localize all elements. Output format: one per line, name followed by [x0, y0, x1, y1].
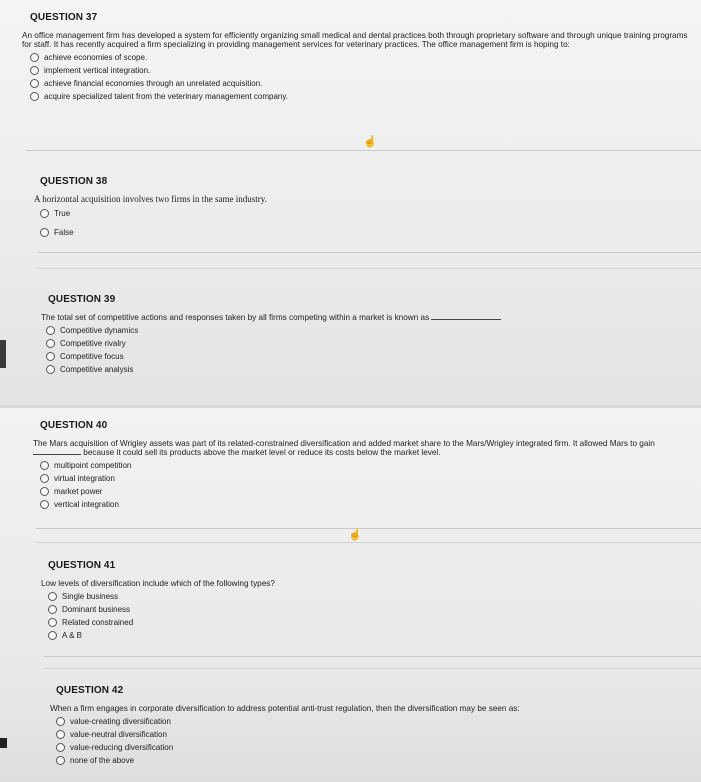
- option-vertical-integration[interactable]: implement vertical integration.: [30, 64, 690, 77]
- question-text: A horizontal acquisition involves two firms in the same industry.: [34, 194, 267, 204]
- radio-button[interactable]: [30, 92, 39, 101]
- hand-cursor-icon: ☝: [363, 136, 377, 148]
- divider: [26, 150, 701, 151]
- question-text-row: [41, 313, 688, 322]
- question-title: QUESTION 39: [48, 294, 116, 305]
- question-38: [34, 176, 640, 239]
- radio-button[interactable]: [56, 756, 65, 765]
- options-list: [40, 459, 690, 511]
- option-specialized-talent[interactable]: acquire specialized talent from the veterinary management company.: [30, 90, 690, 103]
- option-dominant-business[interactable]: Dominant business: [48, 603, 668, 616]
- radio-button[interactable]: [40, 461, 49, 470]
- radio-button[interactable]: [40, 474, 49, 483]
- question-text: An office management firm has developed a system for efficiently organizing small medical and dental practices both through proprietary software and through unique training programs for staff. It has recently acquired a firm specializing in providing management services for veterinary practices. The office management firm is hoping to:: [22, 31, 688, 49]
- option-competitive-focus[interactable]: Competitive focus: [46, 350, 688, 363]
- question-title: QUESTION 41: [48, 560, 116, 571]
- radio-button[interactable]: [46, 326, 55, 335]
- radio-button[interactable]: [48, 631, 57, 640]
- question-37: [22, 12, 690, 103]
- radio-button[interactable]: [48, 592, 57, 601]
- options-list: [56, 715, 676, 767]
- option-economies-of-scope[interactable]: achieve economies of scope.: [30, 51, 690, 64]
- question-title: QUESTION 37: [30, 12, 98, 23]
- question-title: QUESTION 42: [56, 685, 124, 696]
- question-42: [50, 685, 676, 767]
- option-a-and-b[interactable]: A & B: [48, 629, 668, 642]
- option-competitive-rivalry[interactable]: Competitive rivalry: [46, 337, 688, 350]
- option-competitive-dynamics[interactable]: Competitive dynamics: [46, 324, 688, 337]
- option-financial-economies[interactable]: achieve financial economies through an unrelated acquisition.: [30, 77, 690, 90]
- divider: [44, 668, 701, 669]
- option-single-business[interactable]: Single business: [48, 590, 668, 603]
- question-text: The total set of competitive actions and responses taken by all firms competing within a market is known as: [41, 313, 430, 322]
- options-list: [40, 207, 640, 239]
- option-false[interactable]: False: [40, 226, 640, 239]
- question-text: When a firm engages in corporate diversification to address potential anti-trust regulation, then the diversification may be seen as:: [50, 704, 520, 713]
- option-value-creating[interactable]: value-creating diversification: [56, 715, 676, 728]
- answer-blank: [431, 319, 501, 320]
- screenshot-photo-lower: [0, 408, 701, 782]
- radio-button[interactable]: [48, 605, 57, 614]
- radio-button[interactable]: [30, 53, 39, 62]
- radio-button[interactable]: [40, 209, 49, 218]
- radio-button[interactable]: [46, 339, 55, 348]
- divider: [44, 656, 701, 657]
- option-value-neutral[interactable]: value-neutral diversification: [56, 728, 676, 741]
- question-title: QUESTION 40: [40, 420, 108, 431]
- option-true[interactable]: True: [40, 207, 640, 220]
- radio-button[interactable]: [46, 365, 55, 374]
- answer-blank: [33, 454, 81, 455]
- radio-button[interactable]: [56, 717, 65, 726]
- option-market-power[interactable]: market power: [40, 485, 690, 498]
- option-vertical-integration[interactable]: vertical integration: [40, 498, 690, 511]
- radio-button[interactable]: [30, 66, 39, 75]
- screen-edge: [0, 340, 6, 368]
- radio-button[interactable]: [40, 487, 49, 496]
- divider: [36, 528, 701, 529]
- divider: [36, 542, 701, 543]
- hand-cursor-icon: ☝: [348, 529, 362, 541]
- option-none-of-the-above[interactable]: none of the above: [56, 754, 676, 767]
- option-value-reducing[interactable]: value-reducing diversification: [56, 741, 676, 754]
- radio-button[interactable]: [40, 500, 49, 509]
- radio-button[interactable]: [46, 352, 55, 361]
- question-text: Low levels of diversification include which of the following types?: [41, 579, 275, 588]
- question-text: The Mars acquisition of Wrigley assets was part of its related-constrained diversification and added market share to the Mars/Wrigley integrated firm. It allowed Mars to gain: [33, 439, 655, 448]
- options-list: [48, 590, 668, 642]
- option-virtual-integration[interactable]: virtual integration: [40, 472, 690, 485]
- question-text-row: [33, 439, 673, 457]
- question-40: [33, 420, 690, 511]
- radio-button[interactable]: [56, 743, 65, 752]
- question-41: [41, 560, 668, 642]
- radio-button[interactable]: [48, 618, 57, 627]
- divider: [38, 268, 701, 269]
- option-competitive-analysis[interactable]: Competitive analysis: [46, 363, 688, 376]
- divider: [38, 252, 701, 253]
- radio-button[interactable]: [56, 730, 65, 739]
- options-list: [46, 324, 688, 376]
- radio-button[interactable]: [30, 79, 39, 88]
- question-39: [41, 294, 688, 376]
- radio-button[interactable]: [40, 228, 49, 237]
- question-text-continued: because it could sell its products above the market level or reduce its costs below the market level.: [83, 448, 441, 457]
- option-multipoint-competition[interactable]: multipoint competition: [40, 459, 690, 472]
- option-related-constrained[interactable]: Related constrained: [48, 616, 668, 629]
- options-list: [30, 51, 690, 103]
- screen-edge: [0, 738, 7, 748]
- question-title: QUESTION 38: [40, 176, 108, 187]
